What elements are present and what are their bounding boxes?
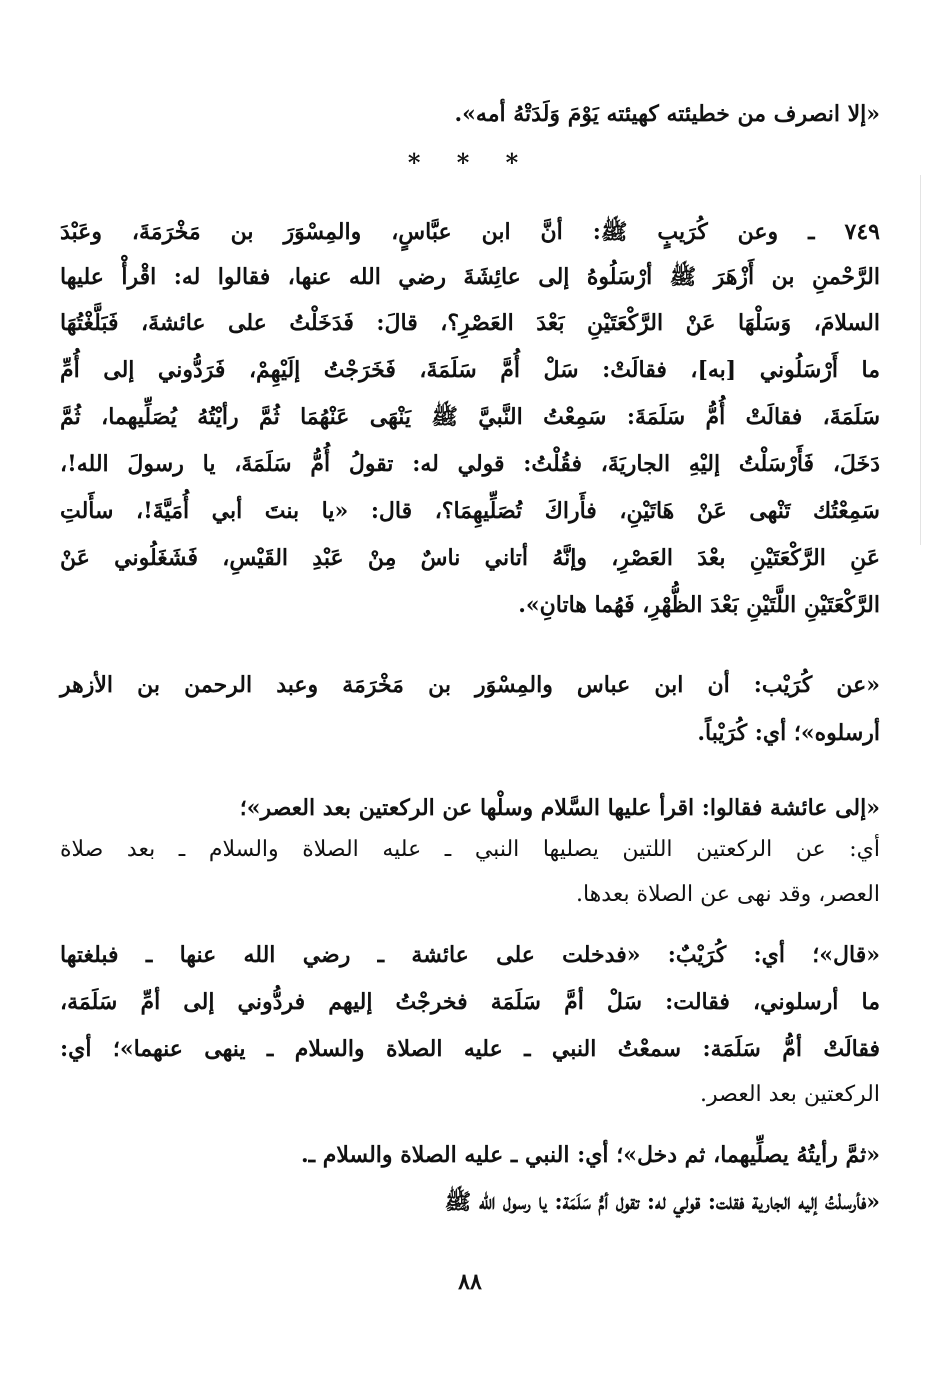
commentary-line: العصر، وقد نهى عن الصلاة بعدها. [575, 882, 880, 907]
commentary-line: أرسلوه»؛ أي: كُرَيْباً. [697, 720, 880, 746]
page-number: ٨٨ [458, 1269, 482, 1295]
commentary-line: «فأرسلْتُ إليه الجارية فقلت: قولي له: تقول أمُّ سَلَمَة: يا رسول الله ﷺ [444, 1189, 880, 1215]
commentary-line: أي: عن الركعتين اللتين يصليها النبي ـ عليه الصلاة والسلام ـ بعد صلاة [60, 837, 880, 862]
hadith-line: دَخَلَ، فَأَرْسَلْتُ إليْهِ الجاريَةَ، فقُلْتُ: قولي له: تقولُ أُمُّ سَلَمَةَ، يا رسولَ الله!، [60, 451, 880, 477]
commentary-line: الركعتين بعد العصر. [700, 1082, 880, 1107]
hadith-line: الرَّحْمنِ بن أَزْهَرَ ﷺ أرْسَلُوهُ إلى عائِشَةَ رضي الله عنها، فقالوا له: اقْرأْ عليها [60, 264, 880, 290]
section-separator: * * * [407, 148, 533, 177]
commentary-line: «قال»؛ أي: كُرَيْبٌ: «فدخلت على عائشة ـ رضي الله عنها ـ فبلغتها [60, 942, 880, 968]
closing-quote-line: «إلا انصرف من خطيئته كهيئته يَوْمَ وَلَدَتْهُ أمه». [454, 101, 880, 127]
hadith-line: سَمِعْتُك تَنْهى عَنْ هَاتَيْنِ، فأَراكَ تُصَلِّيهِمَا؟، قال: «يا بنتَ أبي أُمَيَّةَ!، سأَلتِ [60, 498, 880, 524]
hadith-line: ٧٤٩ ـ وعن كُرَيبٍ ﷺ: أنَّ ابن عبَّاسٍ، والمِسْوَرَ بن مَخْرَمَةَ، وعَبْدَ [60, 219, 880, 245]
hadith-line: سَلَمَةَ، فقالَتْ أُمُّ سَلَمَةَ: سَمِعْتُ النَّبيَّ ﷺ يَنْهَى عَنْهُمَا ثُمَّ رأيْتُهُ يُصَلِّيهما، ثُمَّ [60, 404, 880, 430]
scan-edge [920, 175, 921, 545]
commentary-line: «إلى عائشة فقالوا: اقرأ عليها السَّلام وسلْها عن الركعتين بعد العصر»؛ [239, 795, 880, 821]
hadith-line: السلامَ، وَسَلْهَا عَنْ الرَّكْعَتَيْنِ بَعْدَ العَصْرِ؟، قالَ: فَدَخَلْتُ على عائشةَ، فَبَلَّغْتُهَا [60, 310, 880, 336]
hadith-line: عَنِ الرَّكْعَتَيْنِ بعْدَ العَصْرِ، وإنَّهُ أتاني ناسٌ مِنْ عَبْدِ القَيْسِ، فَشَغَلُوني عَنْ [60, 545, 880, 571]
hadith-line: الرَّكْعَتَيْنِ اللَّتَيْنِ بَعْدَ الظُّهْرِ، فَهُما هاتانِ». [518, 592, 880, 618]
commentary-line: «عن كُرَيْب: أن ابن عباس والمِسْوَر بن مَخْرَمَة وعبد الرحمن بن الأزهر [60, 672, 880, 698]
commentary-line: فقالَتْ أمُّ سَلَمَة: سمعْتُ النبي ـ عليه الصلاة والسلام ـ ينهى عنهما»؛ أي: [60, 1036, 880, 1062]
commentary-line: «ثمَّ رأيتُهُ يصلِّيهما، ثم دخل»؛ أي: النبي ـ عليه الصلاة والسلام ـ. [300, 1142, 880, 1168]
hadith-line: ما أَرْسَلُوني [به]، فقالَتْ: سَلْ أُمَّ سَلَمَةَ، فَخَرَجْتُ إلَيْهِمْ، فَرَدُّوني إلى أُمِّ [60, 357, 880, 383]
commentary-line: ما أرسلوني، فقالت: سَلْ أمَّ سَلَمَة فخرجْتُ إليهم فردُّوني إلى أمِّ سَلَمَة، [60, 989, 880, 1015]
